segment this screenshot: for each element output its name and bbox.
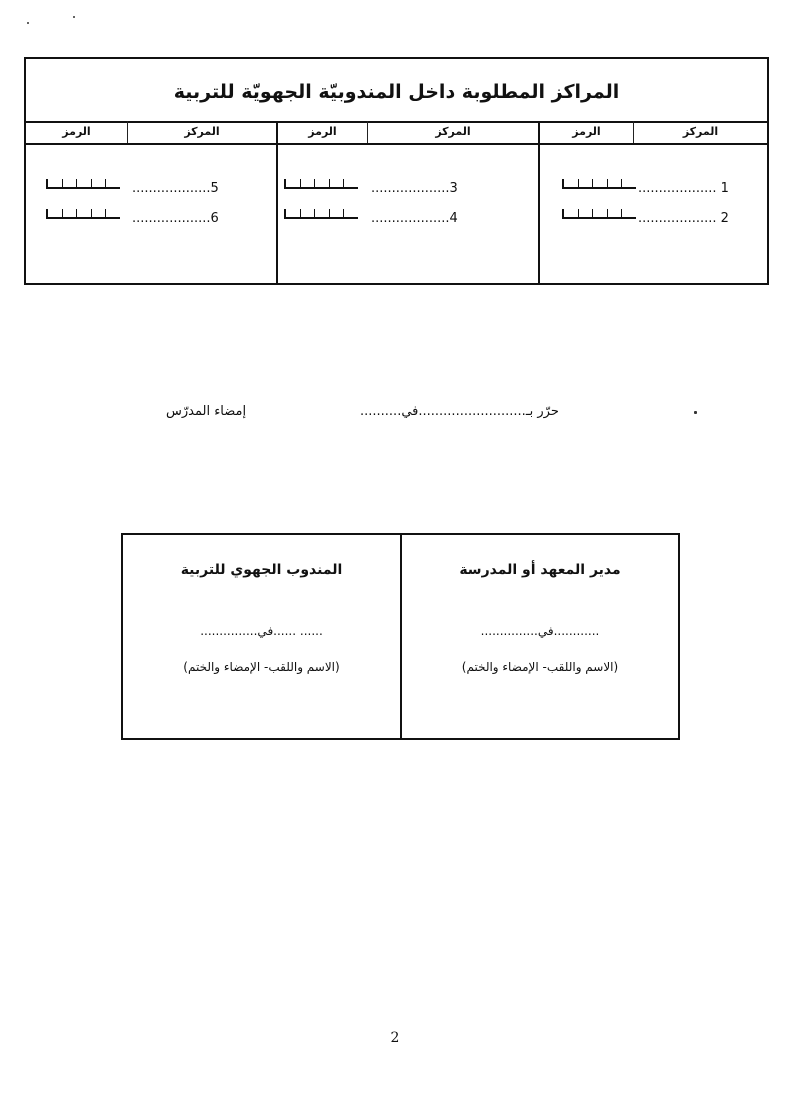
center-entry-row-6[interactable]: 6...................: [132, 211, 219, 226]
code-column-header: الرمز: [308, 125, 337, 138]
code-column-header: الرمز: [572, 125, 601, 138]
center-column-header: المركز: [184, 125, 220, 138]
center-entry-row-2[interactable]: 2 ...................: [638, 211, 729, 226]
page-number: 2: [390, 1030, 400, 1046]
school-director-title: مدير المعهد أو المدرسة: [459, 562, 621, 578]
center-entry-row-5[interactable]: 5...................: [132, 181, 219, 196]
code-input-row-2[interactable]: [562, 209, 636, 219]
regional-delegate-date-line[interactable]: ...... ......في...............: [200, 624, 323, 638]
table-divider: [26, 143, 767, 145]
school-director-name-line: (الاسم واللقب- الإمضاء والختم): [461, 660, 619, 674]
code-input-row-5[interactable]: [46, 179, 120, 189]
center-entry-row-3[interactable]: 3...................: [371, 181, 458, 196]
scan-speck: [694, 411, 697, 414]
table-divider: [26, 121, 767, 123]
regional-delegate-name-line: (الاسم واللقب- الإمضاء والختم): [183, 660, 340, 674]
table-title: المراكز المطلوبة داخل المندوبيّة الجهويّة للتربية: [173, 81, 620, 103]
code-input-row-3[interactable]: [284, 179, 358, 189]
column-group-separator: [538, 121, 540, 285]
scan-speck: [27, 22, 29, 24]
column-group-separator: [276, 121, 278, 285]
center-entry-row-1[interactable]: 1 ...................: [638, 181, 729, 196]
required-centers-table: [24, 57, 769, 285]
edited-by-line[interactable]: حرّر بـ..........................في..........: [360, 404, 559, 419]
code-column-header: الرمز: [62, 125, 91, 138]
approvals-box: [121, 533, 680, 740]
teacher-signature-label: إمضاء المدرّس: [166, 404, 247, 419]
school-director-date-line[interactable]: ............في...............: [480, 624, 600, 638]
center-column-header: المركز: [682, 125, 719, 138]
code-input-row-6[interactable]: [46, 209, 120, 219]
code-input-row-4[interactable]: [284, 209, 358, 219]
code-input-row-1[interactable]: [562, 179, 636, 189]
scan-speck: [73, 16, 75, 18]
center-column-header: المركز: [435, 125, 471, 138]
center-entry-row-4[interactable]: 4...................: [371, 211, 458, 226]
regional-delegate-title: المندوب الجهوي للتربية: [180, 562, 343, 578]
